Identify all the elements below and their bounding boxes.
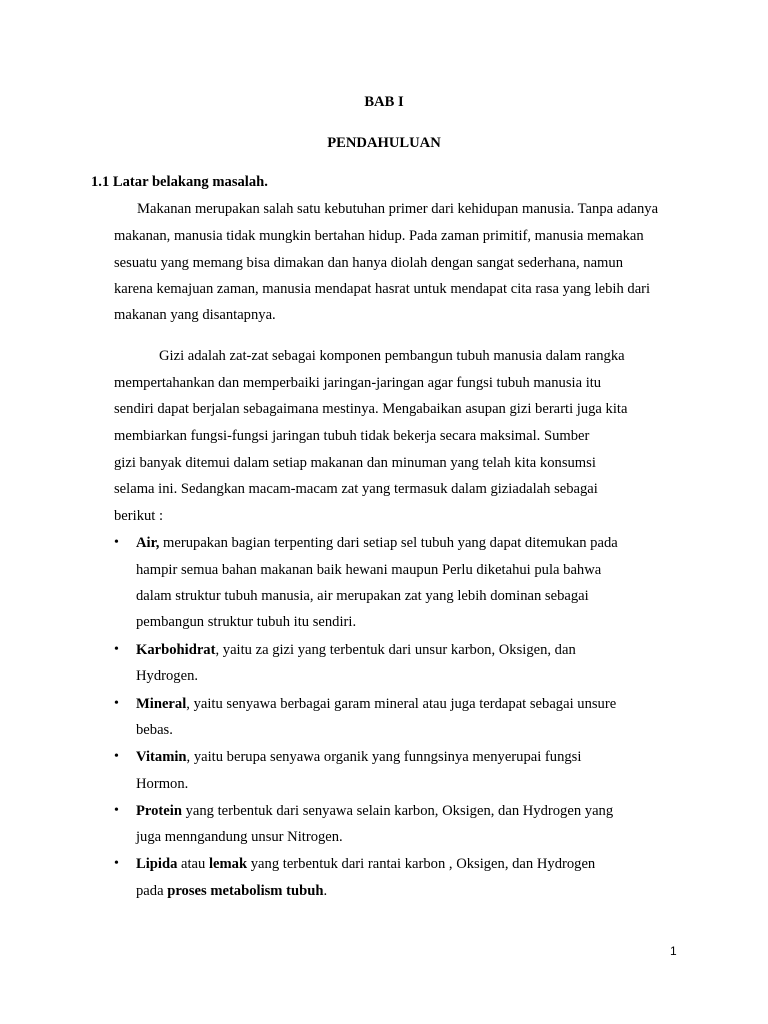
term-vitamin: Vitamin — [136, 749, 187, 765]
bullet-icon: • — [114, 642, 119, 657]
list-line — [136, 856, 595, 873]
page-number: 1 — [670, 944, 677, 958]
list-line: dalam struktur tubuh manusia, air merupakan zat yang lebih dominan sebagai — [136, 588, 589, 604]
list-line — [136, 535, 618, 552]
term-protein: Protein — [136, 803, 182, 819]
list-text: , yaitu za gizi yang terbentuk dari unsur karbon, Oksigen, dan — [215, 642, 576, 658]
list-text: yang terbentuk dari rantai karbon , Oksigen, dan Hydrogen — [247, 856, 596, 872]
list-line — [136, 883, 327, 900]
list-text: merupakan bagian terpenting dari setiap sel tubuh yang dapat ditemukan pada — [159, 535, 618, 551]
paragraph-line: Makanan merupakan salah satu kebutuhan primer dari kehidupan manusia. Tanpa adanya — [137, 201, 659, 217]
term-karbohidrat: Karbohidrat — [136, 642, 216, 658]
list-line: juga menngandung unsur Nitrogen. — [136, 829, 343, 845]
chapter-number: BAB I — [364, 94, 404, 110]
paragraph-line: makanan, manusia tidak mungkin bertahan hidup. Pada zaman primitif, manusia memakan — [114, 228, 644, 244]
list-line: pembangun struktur tubuh itu sendiri. — [136, 614, 357, 630]
paragraph-line: sendiri dapat berjalan sebagaimana mestinya. Mengabaikan asupan gizi berarti juga kita — [114, 401, 628, 417]
list-line — [136, 696, 616, 713]
list-text: , yaitu berupa senyawa organik yang funngsinya menyerupai fungsi — [186, 749, 582, 765]
list-line: Hydrogen. — [136, 668, 199, 684]
bullet-icon: • — [114, 803, 119, 818]
term-mineral: Mineral — [136, 696, 187, 712]
list-text: atau — [177, 856, 209, 872]
paragraph-line: selama ini. Sedangkan macam-macam zat yang termasuk dalam giziadalah sebagai — [114, 481, 598, 497]
list-line — [136, 749, 581, 766]
list-text: pada — [136, 883, 168, 899]
paragraph-line: makanan yang disantapnya. — [114, 307, 276, 323]
term-proses-metabolism: proses metabolism tubuh — [167, 883, 324, 899]
list-line — [136, 642, 576, 659]
term-air: Air, — [136, 535, 160, 551]
paragraph-line: gizi banyak ditemui dalam setiap makanan dan minuman yang telah kita konsumsi — [114, 455, 596, 471]
paragraph-line: berikut : — [114, 508, 164, 524]
paragraph-line: sesuatu yang memang bisa dimakan dan hanya diolah dengan sangat sederhana, namun — [114, 255, 623, 271]
list-line: hampir semua bahan makanan baik hewani maupun Perlu diketahui pula bahwa — [136, 562, 602, 578]
bullet-icon: • — [114, 749, 119, 764]
section-heading: 1.1 Latar belakang masalah. — [91, 174, 268, 190]
chapter-title: PENDAHULUAN — [327, 135, 441, 151]
list-text: . — [323, 883, 328, 899]
list-line: bebas. — [136, 722, 173, 738]
bullet-icon: • — [114, 856, 119, 871]
list-text: , yaitu senyawa berbagai garam mineral atau juga terdapat sebagai unsure — [186, 696, 617, 712]
term-lipida: Lipida — [136, 856, 178, 872]
bullet-icon: • — [114, 696, 119, 711]
term-lemak: lemak — [208, 856, 248, 872]
bullet-icon: • — [114, 535, 119, 550]
list-text: yang terbentuk dari senyawa selain karbon, Oksigen, dan Hydrogen yang — [181, 803, 614, 819]
list-line — [136, 803, 613, 820]
paragraph-line: membiarkan fungsi-fungsi jaringan tubuh tidak bekerja secara maksimal. Sumber — [114, 428, 590, 444]
paragraph-line: Gizi adalah zat-zat sebagai komponen pembangun tubuh manusia dalam rangka — [159, 348, 625, 364]
paragraph-line: karena kemajuan zaman, manusia mendapat hasrat untuk mendapat cita rasa yang lebih dari — [114, 281, 651, 297]
paragraph-line: mempertahankan dan memperbaiki jaringan-jaringan agar fungsi tubuh manusia itu — [114, 375, 602, 391]
list-line: Hormon. — [136, 776, 189, 792]
